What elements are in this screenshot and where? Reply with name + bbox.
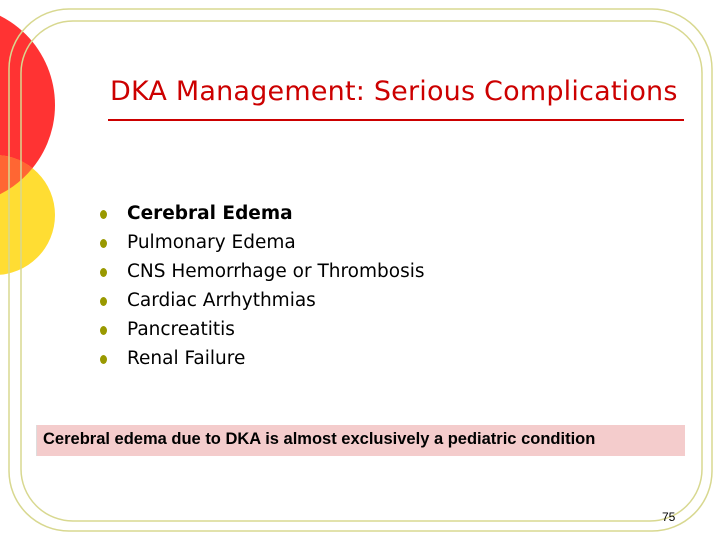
bullet-text: Cerebral Edema bbox=[127, 203, 293, 224]
bullet-dot-icon bbox=[100, 355, 107, 364]
bullet-dot-icon bbox=[100, 239, 107, 248]
bullet-text: Cardiac Arrhythmias bbox=[127, 290, 316, 311]
bullet-dot-icon bbox=[100, 326, 107, 335]
bullet-dot-icon bbox=[100, 297, 107, 306]
bullet-dot-icon bbox=[100, 268, 107, 277]
bullet-text: Pancreatitis bbox=[127, 319, 235, 340]
bullet-list bbox=[98, 199, 425, 373]
bullet-item bbox=[98, 228, 425, 257]
bullet-item bbox=[98, 315, 425, 344]
slide-title: DKA Management: Serious Complications bbox=[110, 76, 678, 107]
bullet-dot-icon bbox=[100, 210, 107, 219]
bullet-item bbox=[98, 344, 425, 373]
bullet-item bbox=[98, 286, 425, 315]
bullet-text: Renal Failure bbox=[127, 348, 246, 369]
callout-note-text: Cerebral edema due to DKA is almost exclusively a pediatric condition bbox=[43, 430, 596, 448]
callout-note bbox=[36, 425, 685, 456]
bullet-text: CNS Hemorrhage or Thrombosis bbox=[127, 261, 425, 282]
bullet-item bbox=[98, 257, 425, 286]
title-underline bbox=[108, 119, 684, 121]
bullet-text: Pulmonary Edema bbox=[127, 232, 296, 253]
page-number: 75 bbox=[662, 510, 676, 524]
bullet-item bbox=[98, 199, 425, 228]
